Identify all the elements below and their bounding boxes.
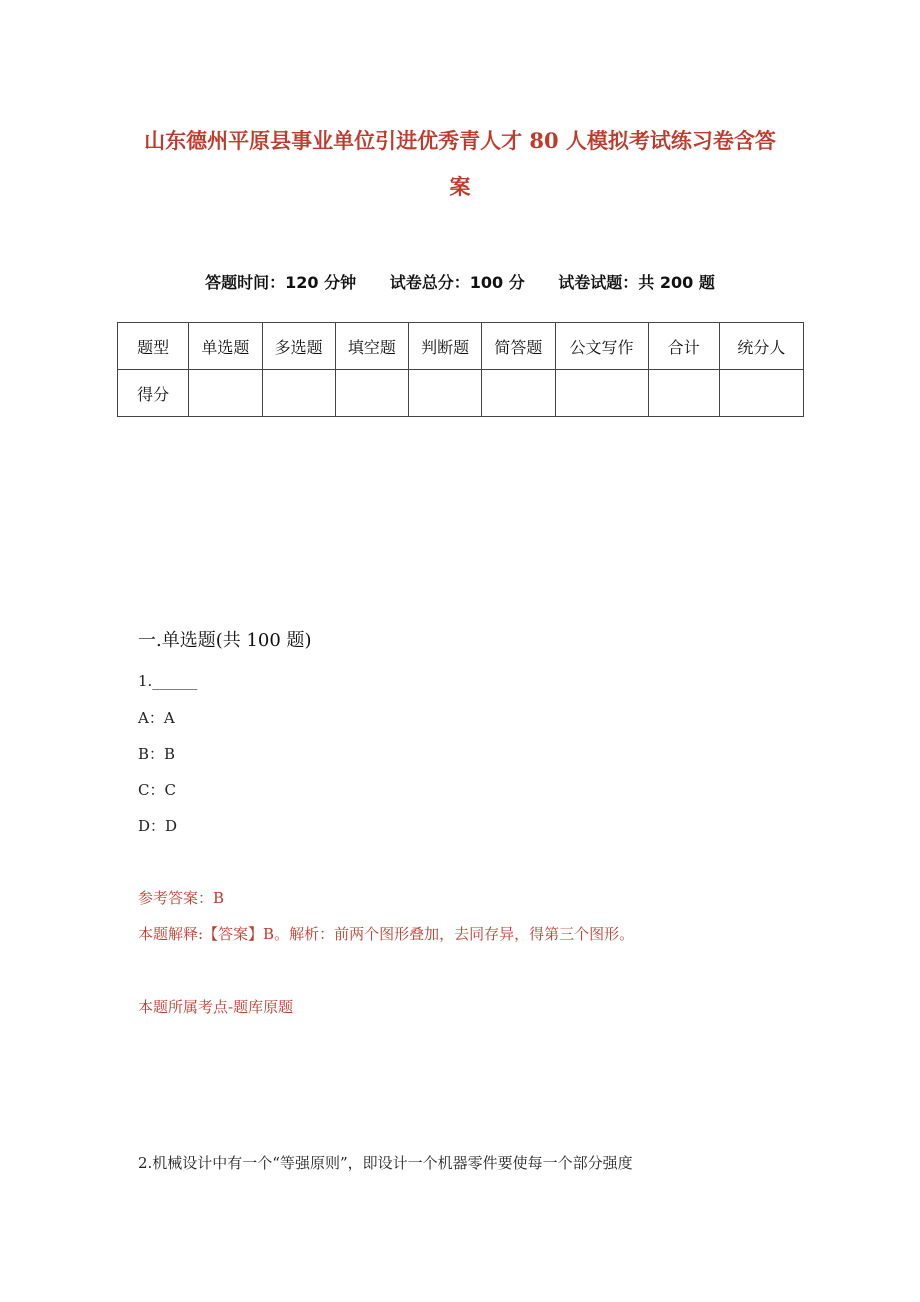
score-cell [189,370,262,417]
question-1-stem: 1.______ [138,672,198,690]
score-cell [262,370,335,417]
score-cell [719,370,803,417]
header-cell: 多选题 [262,323,335,370]
question-1-knowledge-point: 本题所属考点-题库原题 [138,998,294,1016]
header-cell: 统分人 [719,323,803,370]
question-1-answer: 参考答案：B [138,889,225,907]
exam-time: 答题时间：120 分钟 [205,273,357,292]
header-cell: 判断题 [409,323,482,370]
header-cell: 简答题 [482,323,555,370]
score-cell [648,370,719,417]
score-table-header-row [118,323,804,370]
header-cell: 合计 [648,323,719,370]
title-line-1: 山东德州平原县事业单位引进优秀青人才 80 人模拟考试练习卷含答 [144,128,776,153]
score-cell [335,370,408,417]
header-cell: 填空题 [335,323,408,370]
question-1-option-a: A：A [138,709,175,727]
score-table-score-row [118,370,804,417]
exam-total-score: 试卷总分：100 分 [389,273,525,292]
question-1-option-b: B：B [138,745,176,763]
header-cell: 题型 [118,323,189,370]
score-cell [409,370,482,417]
title-line-2: 案 [449,174,471,199]
question-1-explanation: 本题解释:【答案】B。解析：前两个图形叠加，去同存异，得第三个图形。 [138,925,635,943]
exam-meta [0,270,920,293]
question-1-option-d: D：D [138,817,178,835]
document-title [120,118,800,210]
score-cell [555,370,648,417]
header-cell: 公文写作 [555,323,648,370]
score-table [117,322,804,417]
section-heading: 一.单选题(共 100 题) [138,630,312,651]
header-cell: 单选题 [189,323,262,370]
exam-question-count: 试卷试题：共 200 题 [558,273,715,292]
question-1-option-c: C：C [138,781,176,799]
question-2-stem: 2.机械设计中有一个“等强原则”，即设计一个机器零件要使每一个部分强度 [138,1154,633,1172]
score-cell [482,370,555,417]
score-row-label: 得分 [118,370,189,417]
